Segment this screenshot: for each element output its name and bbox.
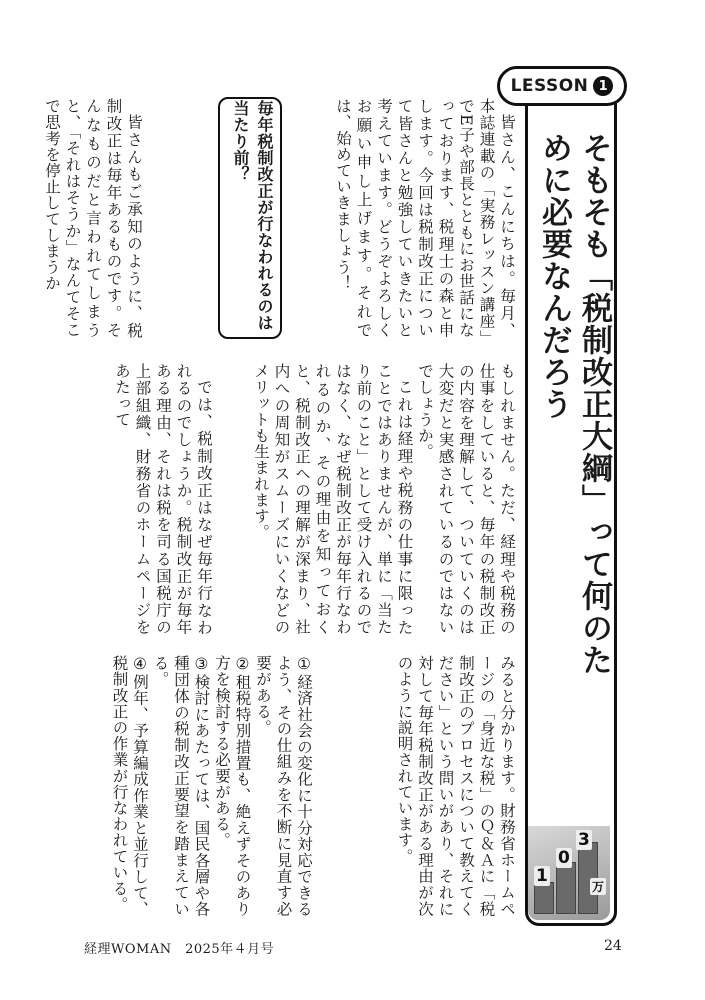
paragraph: では、税制改正はなぜ毎年行なわれるのでしょうか。税制改正が毎年ある理由、それは税を司る国税庁の上部組織、財務省のホームページをあたって — [113, 363, 213, 635]
bar-1 — [534, 882, 554, 914]
list-text: 租税特別措置も、絶えずそのあり方を検討する必要がある。 — [213, 655, 252, 917]
lesson-number: 1 — [593, 76, 613, 96]
paragraph: みると分かります。財務省ホームページの「身近な税」のＱ＆Ａに「税制改正のプロセスについて教えてください」という問いがあり、それに対して毎年税制改正がある理由が次のように説明されています。 — [395, 655, 516, 917]
body-middle — [252, 363, 517, 635]
list-item — [150, 655, 212, 917]
paragraph: もしれません。ただ、経理や税務の仕事をしていると、毎年の税制改正の内容を理解して、ついていくのは大変だと実感されているのではないでしょうか。 — [416, 363, 516, 635]
list-number: ① — [295, 655, 313, 674]
paragraph: 皆さんもご承知のように、税制改正は毎年あるものです。そんなものだと言われてしまうと、「それはそうか」なんてそこで思考を停止してしまうか — [43, 98, 143, 338]
coin-stack-image — [528, 826, 610, 920]
list-number: ④ — [131, 655, 149, 674]
list-item — [109, 655, 150, 917]
body-intro — [317, 98, 517, 338]
list-text: 経済社会の変化に十分対応できるよう、その仕組みを不断に見直す必要がある。 — [254, 655, 313, 917]
list-number: ② — [233, 655, 252, 674]
page-number: 24 — [604, 938, 622, 954]
list-text: 検討にあたっては、国民各層や各種団体の税制改正要望を踏まえている。 — [151, 655, 211, 917]
list-text: 例年、予算編成作業と並行して、税制改正の作業が行なわれている。 — [110, 655, 149, 917]
reason-list — [84, 655, 314, 917]
paragraph: 皆さん、こんにちは。毎月、本誌連載の「実務レッスン講座」でE子や部長とともにお世話になっております、税理士の森と申します。今回は税制改正について皆さんと勉強していきたいと考えています。どうぞよろしくお願い申し上げます。それでは、始めていきましょう！ — [334, 98, 516, 338]
page-title: そもそも「税制改正大綱」って何のために必要なんだろう — [536, 132, 612, 676]
body-left-middle — [84, 363, 214, 635]
image-digit: 3 — [578, 830, 590, 850]
footer-publication: 経理WOMAN 2025年４月号 — [84, 942, 275, 957]
image-unit: 万 — [592, 880, 605, 894]
bar-2 — [556, 862, 576, 914]
body-left-top — [43, 98, 144, 338]
list-number: ③ — [192, 655, 211, 674]
paragraph: これは経理や税務の仕事に限ったことではありませんが、単に「当たり前のこと」として受け入れるのではなく、なぜ税制改正が毎年行なわれるのか、その理由を知っておくと、税制改正への理解が深まり、社内への周知がスムーズにいくなどのメリットも生まれます。 — [252, 363, 414, 635]
lesson-label: LESSON — [510, 76, 589, 96]
subheading: 毎年税制改正が行なわれるのは当たり前？ — [231, 100, 274, 331]
list-item — [212, 655, 253, 917]
image-digit: 1 — [536, 866, 548, 886]
image-digit: 0 — [558, 848, 570, 868]
list-item — [253, 655, 315, 917]
body-bottom — [317, 655, 517, 917]
